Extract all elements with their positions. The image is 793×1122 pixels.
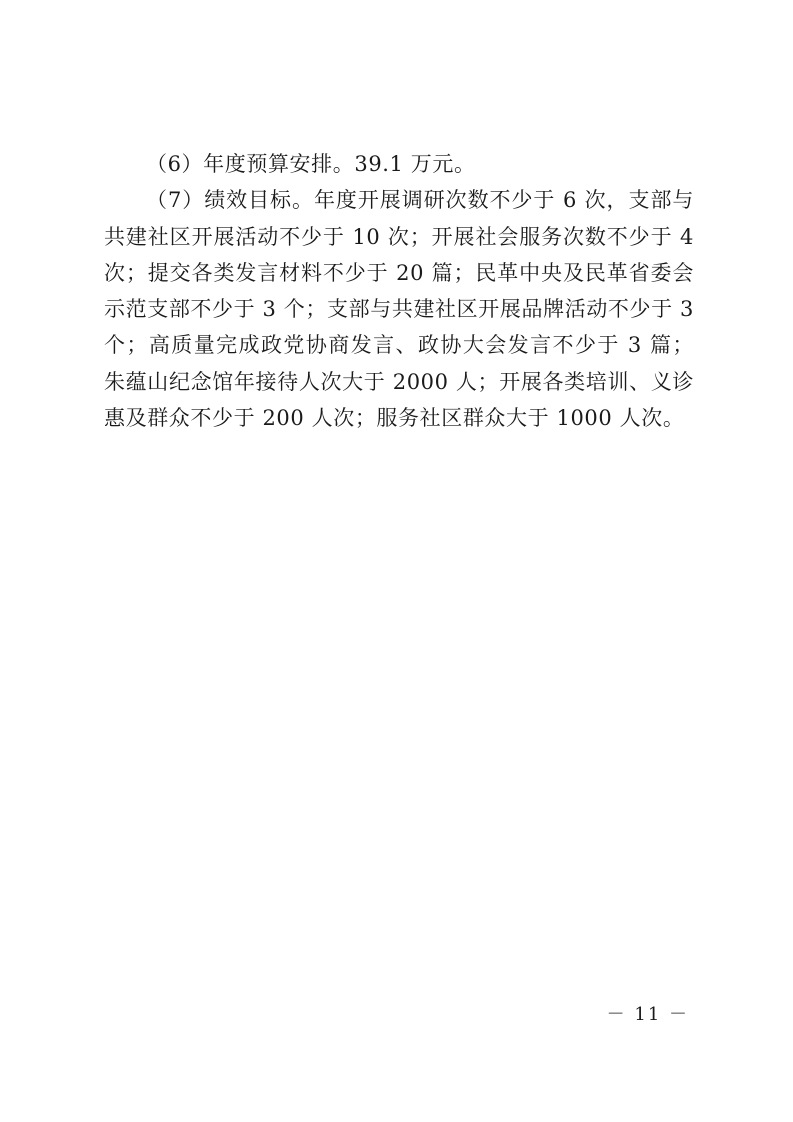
- page-number: － 11 －: [606, 1004, 689, 1025]
- paragraph-performance-goals: （7）绩效目标。年度开展调研次数不少于 6 次，支部与共建社区开展活动不少于 10 次；开展社会服务次数不少于 4 次；提交各类发言材料不少于 20 篇；民革中央及民革省委会示范支部不少于 3 个；支部与共建社区开展品牌活动不少于 3 个；高质量完成政党协商发言、政协大会发言不少于 3 篇；朱蕴山纪念馆年接待人次大于 2000 人；开展各类培训、义诊惠及群众不少于 200 人次；服务社区群众大于 1000 人次。: [104, 188, 694, 431]
- paragraph-budget: （6）年度预算安排。39.1 万元。: [146, 152, 476, 176]
- document-body: [104, 146, 694, 436]
